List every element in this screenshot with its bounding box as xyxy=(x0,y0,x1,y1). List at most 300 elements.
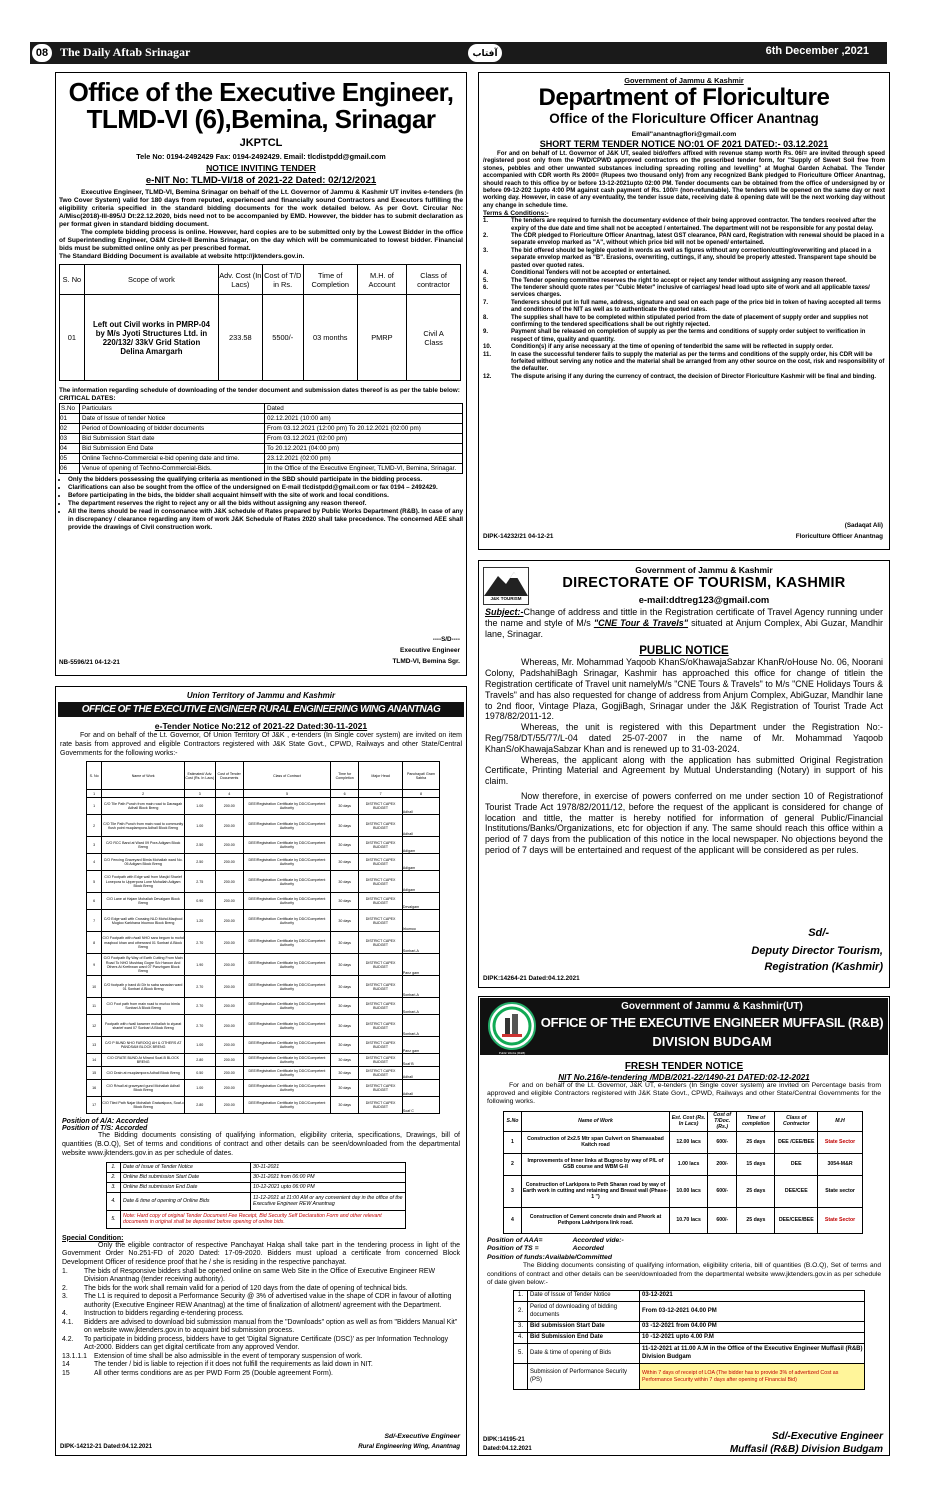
table-cell: 30 days xyxy=(331,1080,359,1097)
muffasil-seal xyxy=(488,1002,536,1050)
table-cell: 200.00 xyxy=(215,1015,243,1037)
table-cell: 7 xyxy=(87,910,102,932)
table-cell: 30 days xyxy=(331,1097,359,1114)
issue-date: 6th December ,2021 xyxy=(765,45,869,57)
list-item: 15 All other terms conditions are as per PWD Form 25 (Double agreement Form). xyxy=(62,1369,333,1377)
table-cell: 200.00 xyxy=(215,854,243,871)
table-header: Name of Work xyxy=(102,762,185,790)
table-cell: DISTRICT CAPEX BUDGET xyxy=(359,1067,403,1080)
table-cell: C/O Foot path from main road to murloo bimla Sonbari A Block Breng xyxy=(102,998,185,1015)
list-item: • Before participating in the bids, the bidder shall acquaint himself with the site of work and local conditions. xyxy=(68,492,463,500)
table-cell: 1 xyxy=(504,1131,522,1153)
table-cell: C/O Footpath with r/wall NHO sara begum to mohd maqbool khan and otherward 01 Sonbari A Block Breng xyxy=(102,932,185,954)
table-cell: State Sector xyxy=(818,1207,863,1233)
tourism-email: e-mail:ddtreg123@gmail.com xyxy=(638,594,770,605)
table-cell: Improvements of Inner links at Bugroo by way of P/L of GSB course and WBM G-II xyxy=(521,1153,669,1175)
table-header: Dated xyxy=(265,404,463,414)
table-cell: Adigam xyxy=(402,854,439,871)
table-cell: Adigam xyxy=(402,871,439,893)
table-cell: 4. xyxy=(107,1192,121,1210)
table-cell: Soaf B xyxy=(402,1054,439,1067)
table-cell: 2.70 xyxy=(185,998,216,1015)
table-cell: State Sector xyxy=(818,1131,863,1153)
flori-title: Department of Floriculture xyxy=(538,84,830,111)
table-cell: 6 xyxy=(331,790,359,798)
table-cell: Civil A Class xyxy=(407,295,461,381)
table-cell: 2.50 xyxy=(185,837,216,854)
table-cell: C/O Tiled Path Najar Mohallah Gratwalpora, Soaf-c Block Breng xyxy=(102,1097,185,1114)
muffasil-work-table xyxy=(503,1111,863,1234)
table-cell: 05 xyxy=(60,454,80,464)
table-cell: 30 days xyxy=(331,1067,359,1080)
list-item: 12. The dispute arising if any during the currency of contract, the decision of Director Floriculture Kashmir will be final and binding. xyxy=(483,373,877,380)
table-cell: 200.00 xyxy=(215,976,243,998)
tlmd-title-2: TLMD-VI (6),Bemina, Srinagar xyxy=(86,104,436,134)
table-cell: DEE/Registration Certificate by DDC/Competent Authority xyxy=(243,954,330,976)
table-cell: 30 days xyxy=(331,871,359,893)
table-cell: 23.12.2021 (02:00 pm) xyxy=(265,454,463,464)
list-item: • All the items should be read in consonance with J&K schedule of Rates prepared by Public Works Department (R&B). In case of any in discrepancy / clearance regarding any item of work J&K Schedule of Rates 2020 shall take precedence. The concerned AEE shall provide the drawings of Civil construction work. xyxy=(68,508,463,532)
table-cell: 17 xyxy=(87,1097,102,1114)
table-cell: Venue of opening of Techno-Commercial-Bids. xyxy=(80,464,265,474)
table-row xyxy=(87,1054,440,1067)
table-cell: 2 xyxy=(504,1153,522,1175)
table-cell: Sonbari-A xyxy=(402,1015,439,1037)
rural-signatory-office: Rural Engineering Wing, Anantnag xyxy=(358,1443,460,1450)
rural-advertisement xyxy=(55,686,467,1456)
table-cell: 12.00 lacs xyxy=(670,1131,708,1153)
tlmd-org: JKPTCL xyxy=(239,137,283,149)
muffasil-signatory: Sd/-Executive Engineer xyxy=(771,1431,883,1442)
list-item: 3. The L1 is required to deposit a Performance Security @ 3% of advertised value in the shape of CDR in favour of allotting authority (Executive Engineer REW Anantnag) at the time of finalization of allotment/ agreement with the Department. xyxy=(62,1293,452,1309)
list-item: 10. Condition(s) if any arise necessary at the time of opening of tender/bid the same will be reflected in supply order. xyxy=(483,344,834,351)
table-cell: DEE/CEE xyxy=(775,1175,818,1207)
tourism-ref: DIPK:14264-21 Dated:04.12.2021 xyxy=(483,975,580,982)
table-row xyxy=(87,1080,440,1097)
table-cell: DISTRICT CAPEX BUDGET xyxy=(359,954,403,976)
table-cell: Bid Submission End Date xyxy=(80,444,265,454)
table-cell: 13 xyxy=(87,1037,102,1054)
table-cell: 233.58 xyxy=(219,295,262,381)
tourism-sd: Sd/- xyxy=(808,927,829,939)
table-header: Time of completion xyxy=(737,1111,775,1131)
table-cell: DEE/Registration Certificate by DDC/Competent Authority xyxy=(243,910,330,932)
table-cell: 600/- xyxy=(708,1207,737,1233)
table-row xyxy=(504,1175,863,1207)
table-header: Class of contractor xyxy=(407,265,461,295)
table-cell: Online Bid submission End Date xyxy=(121,1182,251,1192)
table-cell: 10.70 lacs xyxy=(670,1207,708,1233)
table-cell: 06 xyxy=(60,464,80,474)
table-header: Name of Work xyxy=(521,1111,669,1131)
table-cell: 200/- xyxy=(708,1153,737,1175)
table-cell: 30 days xyxy=(331,932,359,954)
table-cell: 0.90 xyxy=(185,893,216,910)
table-header: Cost of Tender Documents xyxy=(215,762,243,790)
table-header: Estimated/ Adv. Cost (Rs. In Lacs) xyxy=(185,762,216,790)
table-cell: 0.50 xyxy=(185,1067,216,1080)
list-item: 11. In case the successful tenderer fails to supply the material as per the terms and conditions of the supply order, his CDR will be forfeited without serving any notice and the material shall be arranged from any other source on the cost, risk and responsibility of the defaulter. xyxy=(483,351,885,373)
table-row xyxy=(87,798,440,815)
table-header: Class of Contract xyxy=(243,762,330,790)
table-cell: Left out Civil works in PMRP-04 by M/s Jyoti Structures Ltd. in 220/132/ 33kV Grid Station Delina Amargarh xyxy=(84,295,218,381)
table-cell: 5. xyxy=(107,1210,121,1228)
list-item: • Clarifications can also be sought from the office of the undersigned on E-mail tlcdistpdd@gmail.com or fax 0194 – 2492429. xyxy=(68,484,463,492)
muffasil-bidding: The Bidding documents consisting of qualifying information, eligibility criteria, bill of quantities (B.O.Q), Set of terms and conditions of contract and other details can be seen/downloaded from the departmental website www.jktenders.gov.in as per schedule of date given below:- xyxy=(487,1262,881,1286)
table-row xyxy=(87,910,440,932)
table-cell: 30 days xyxy=(331,798,359,815)
tourism-title: DIRECTORATE OF TOURISM, KASHMIR xyxy=(562,575,846,591)
table-cell: DEE/Registration Certificate by DDC/Competent Authority xyxy=(243,871,330,893)
table-cell: DEE/Registration Certificate by DDC/Competent Authority xyxy=(243,932,330,954)
table-header: Est. Cost (Rs. In Lacs) xyxy=(670,1111,708,1131)
list-item: 4. Instruction to bidders regarding e-tendering process. xyxy=(62,1310,244,1318)
muffasil-title-1: OFFICE OF THE EXECUTIVE ENGINEER MUFFASIL (R&B) xyxy=(540,1015,884,1030)
table-cell: DISTRICT CAPEX BUDGET xyxy=(359,798,403,815)
table-header: Particulars xyxy=(80,404,265,414)
table-cell: 5500/- xyxy=(262,295,303,381)
muffasil-title-2: DIVISION BUDGAM xyxy=(652,1034,772,1049)
table-cell: Submission of Performance Security (PS) xyxy=(528,1364,640,1390)
table-cell: C/O Lane at Hajam Mohallah Devalgam Block Breng xyxy=(102,893,185,910)
table-header: Cost of T/Doc. (Rs.) xyxy=(708,1111,737,1131)
table-cell: 2 xyxy=(87,815,102,837)
table-header: S.No xyxy=(60,404,80,414)
rural-position-ts: Position of T/S: Accorded xyxy=(62,1125,148,1133)
table-cell: 1.00 xyxy=(185,1037,216,1054)
table-cell: 200.00 xyxy=(215,932,243,954)
table-header: M.H xyxy=(818,1111,863,1131)
tlmd-signatory-office: TLMD-VI, Bemina Sgr. xyxy=(392,658,460,665)
tourism-advertisement xyxy=(478,560,890,988)
muffasil-gov: Government of Jammu & Kashmir(UT) xyxy=(621,1001,803,1012)
flori-terms-heading: Terms & Conditions:- xyxy=(483,210,549,218)
table-cell xyxy=(514,1364,528,1390)
table-cell: DEE/CEE/BEE xyxy=(775,1207,818,1233)
table-cell: 30 days xyxy=(331,1015,359,1037)
tlmd-para-1: Executive Engineer, TLMD-VI, Bemina Srinagar on behalf of the Lt. Governor of Jammu & Kashmir UT invites e-tenders (In Two Cover System) valid for 180 days from reputed, experienced and financially sound Contractors and Executors fulfilling the eligibility criteria specified in the standard bidding documents for the work detailed below. As per Govt. Circular No: A/Misc(2018)-III-895/J Dt:22.12.2020, bids need not to be accompanied by EMD. However, the bidder has to submit declaration as per format given in standard bidding document. xyxy=(59,189,463,228)
table-cell: DEE /CEE/BEE xyxy=(775,1131,818,1153)
table-cell: 3 xyxy=(87,837,102,854)
table-cell: 02.12.2021 (10:00 am) xyxy=(265,414,463,424)
tourism-signatory: Deputy Director Tourism, xyxy=(751,945,883,957)
table-cell: Panz gam xyxy=(402,1037,439,1054)
table-cell: DISTRICT CAPEX BUDGET xyxy=(359,932,403,954)
table-cell: C/O Edge wall with Crossing NLD Mohd.Maqbool Mugloo Karkhana Irkumoo Block Breng xyxy=(102,910,185,932)
table-cell: 2. xyxy=(107,1172,121,1182)
table-cell: Devalgam xyxy=(402,893,439,910)
tlmd-contact: Tele No: 0194-2492429 Fax: 0194-2492429. Email: tlcdistpdd@gmail.com xyxy=(136,152,386,161)
table-header: Scope of work xyxy=(84,265,218,295)
floriculture-advertisement xyxy=(478,72,890,550)
rural-bidding: The Bidding documents consisting of qualifying information, eligibility criteria, specifications, Drawings, bill of quantities (B.O.Q), Set of terms and conditions of contract and other details can be seen/downloaded from the departmental website www.jktenders.gov.in as per schedule of dates. xyxy=(62,1132,460,1157)
table-cell: 200.00 xyxy=(215,1080,243,1097)
table-cell: From 03-12-2021 04.00 PM xyxy=(640,1302,865,1322)
table-cell: 14 xyxy=(87,1054,102,1067)
table-cell: 01 xyxy=(60,414,80,424)
tlmd-work-table xyxy=(59,264,461,381)
table-cell: 02 xyxy=(60,424,80,434)
tlmd-advertisement xyxy=(55,72,467,676)
rural-position-aa: Position of A/A: Accorded xyxy=(62,1118,149,1126)
subject-label: Subject:- xyxy=(485,607,524,617)
table-cell: 3. xyxy=(514,1322,528,1333)
rural-special-intro: Only the eligible contractor of respective Panchayat Halqa shall take part in the tendering process in light of the Government Order No.251-FD of 2020 Dated: 17-09-2020. Bidders must upload a certificate from concerned Block Development Officer of residence proof that he / she is residing in the respective panchayat. xyxy=(62,1241,460,1266)
table-cell: 200.00 xyxy=(215,815,243,837)
table-cell: 5 xyxy=(243,790,330,798)
table-cell: Sonbari-A xyxy=(402,932,439,954)
list-item: 2. The CDR pledged to Floriculture Officer Anantnag, latest GST clearance, PAN card, Registration with renewal should be placed in a separate envelop marked as "A", without which price bid will not be opened/ entertained. xyxy=(483,233,885,247)
table-header: S.No xyxy=(504,1111,522,1131)
table-cell: Adhall xyxy=(402,1080,439,1097)
tlmd-schedule-intro: The information regarding schedule of downloading of the tender document and submission dates thereof is as per the table below: xyxy=(59,387,460,394)
table-cell: 15 days xyxy=(737,1153,775,1175)
table-cell: 4. xyxy=(514,1333,528,1344)
table-cell: 30 days xyxy=(331,837,359,854)
table-cell: Footpath with r/wall karamer mohallah to ziyarat sharief ward 07 Sonbari A Block Breng xyxy=(102,1015,185,1037)
table-row xyxy=(87,815,440,837)
table-cell: 03-12-2021 xyxy=(640,1291,865,1302)
table-cell: 4 xyxy=(215,790,243,798)
table-header: S. No xyxy=(87,762,102,790)
table-cell: 25 days xyxy=(737,1207,775,1233)
table-cell: DEE/Registration Certificate by DDC/Competent Authority xyxy=(243,1080,330,1097)
tourism-public-notice: PUBLIC NOTICE xyxy=(639,645,729,658)
table-cell: 30 days xyxy=(331,998,359,1015)
rural-signatory: Sd/-Executive Engineer xyxy=(384,1433,460,1440)
flori-signatory-office: Floriculture Officer Anantnag xyxy=(795,533,883,540)
table-row xyxy=(87,932,440,954)
table-cell: Adhall xyxy=(402,815,439,837)
newspaper-name: The Daily Aftab Srinagar xyxy=(60,45,191,59)
subject-text: Change of address and tittle in the Registration certificate of Travel Agency running under the name and style of M/s xyxy=(485,607,883,628)
table-cell: C/O Footpath with Edge wall from Masjid Sharief Lonepora to Upperpora Lone Mohallah Adigam Block Breng xyxy=(102,871,185,893)
table-header: Major Head xyxy=(359,762,403,790)
table-cell: 1.00 xyxy=(185,815,216,837)
table-cell: 10 xyxy=(87,976,102,998)
table-cell: Adhall xyxy=(402,1067,439,1080)
table-cell: 1. xyxy=(107,1162,121,1172)
table-cell: 200.00 xyxy=(215,798,243,815)
flori-email: Email"anantnagflori@gmail.com xyxy=(631,131,737,138)
list-item: 5. The Tender opening committee reserves the right to accept or reject any tender without assigning any reason thereof. xyxy=(483,277,847,284)
list-item: • The department reserves the right to reject any or all the bids without assigning any reason thereof. xyxy=(68,500,463,508)
table-cell: State sector xyxy=(818,1175,863,1207)
table-cell: DEE/Registration Certificate by DDC/Competent Authority xyxy=(243,1015,330,1037)
table-header: S. No xyxy=(60,265,85,295)
table-cell: 4 xyxy=(87,854,102,871)
table-row xyxy=(504,1131,863,1153)
tourism-gov: Government of Jammu & Kashmir xyxy=(635,565,773,575)
table-cell: 03 months xyxy=(303,295,357,381)
tourism-logo-text: J&K TOURISM xyxy=(490,596,522,601)
muffasil-ref-1: DIPK:14195-21 xyxy=(483,1437,525,1443)
table-cell: From 03.12.2021 (02:00 pm) xyxy=(265,434,463,444)
flori-subtitle: Office of the Floriculture Officer Anantnag xyxy=(549,111,819,126)
rural-notice: e-Tender Notice No:212 of 2021-22 Dated:30-11-2021 xyxy=(154,721,368,731)
table-cell: 16 xyxy=(87,1080,102,1097)
table-cell: 8 xyxy=(402,790,439,798)
list-item: 4.2. To participate in bidding process, bidders have to get 'Digital Signature Certificate (DSC)' as per Information Technology Act-2000. Bidders can get digital certificate from any approved Vendor. xyxy=(62,1335,449,1352)
table-cell: Period of Downloading of bidder documents xyxy=(80,424,265,434)
table-cell: DEE xyxy=(775,1153,818,1175)
table-cell: 2.50 xyxy=(185,854,216,871)
table-cell: 25 days xyxy=(737,1131,775,1153)
table-cell: DISTRICT CAPEX BUDGET xyxy=(359,1097,403,1114)
table-header: Cost of T/D in Rs. xyxy=(262,265,303,295)
muffasil-position-funds: Position of funds:Available/Committed xyxy=(487,1253,612,1261)
tlmd-enit: e-NIT No: TLMD-VI/18 of 2021-22 Dated: 02/12/2021 xyxy=(145,175,377,186)
rural-dates-table xyxy=(106,1162,406,1229)
flori-ref: DIPK-14232/21 04-12-21 xyxy=(483,533,554,540)
table-cell: 03 xyxy=(60,434,80,444)
table-header: Adv. Cost (In Lacs) xyxy=(219,265,262,295)
building-seal-icon xyxy=(490,1004,534,1048)
list-item: 6. The tenderer should quote rates per "Cubic Meter" inclusive of carriages/ head load upto site of work and all applicable taxes/ services charges. xyxy=(483,284,870,299)
muffasil-dates-table xyxy=(513,1290,865,1390)
table-row xyxy=(504,1207,863,1233)
muffasil-position-aaa: Position of AAA= Accorded vide:- xyxy=(487,1236,624,1244)
tlmd-notice-heading: NOTICE INVITING TENDER xyxy=(206,163,316,173)
table-cell: Note: Hard copy of original Tender Document Fee Receipt, Bid Security Self Declaration Form and other relevant documents in original shall be deposited before opening of online bids. xyxy=(121,1210,406,1228)
muffasil-nit: NIT No.216/e-tendering /MDB/2021-22/1490-21 DATED:02-12-2021 xyxy=(558,1073,810,1082)
list-item: 1. The bids of Responsive bidders shall be opened online on same Web Site in the Office of Executive Engineer REW Division Anantnag (tender receiving authority). xyxy=(62,1267,435,1284)
tourism-para-3: Whereas, the applicant along with the application has submitted Original Registration Certificate, Printing Material and Agreement by Mutual Understanding (Notary) in support of his claim. xyxy=(485,754,883,787)
table-cell: 2.70 xyxy=(185,1015,216,1037)
table-cell: C/O Tile Path Punch from main road to community flush point muqdampora Adhall Block Breng xyxy=(102,815,185,837)
table-cell: Date & time of opening of Online Bids xyxy=(121,1192,251,1210)
table-row xyxy=(87,1015,440,1037)
table-row xyxy=(87,854,440,871)
subject-agency: "CNE Tour & Travels" xyxy=(593,617,689,628)
table-cell: DISTRICT CAPEX BUDGET xyxy=(359,1080,403,1097)
table-cell: 1.20 xyxy=(185,910,216,932)
table-cell: Date of Issue of Tender Notice xyxy=(528,1291,640,1302)
table-cell: 600/- xyxy=(708,1175,737,1207)
subject-end: situated at Anjum Complex, Abi Guzar, Mandhir lane, Srinagar. xyxy=(485,617,883,639)
table-cell: DISTRICT CAPEX BUDGET xyxy=(359,893,403,910)
table-cell: DEE/Registration Certificate by DDC/Competent Authority xyxy=(243,1037,330,1054)
table-cell: 15 xyxy=(87,1067,102,1080)
table-row xyxy=(87,837,440,854)
table-cell: 2.75 xyxy=(185,871,216,893)
table-cell: DEE/Registration Certificate by DDC/Competent Authority xyxy=(243,1067,330,1080)
table-cell: 8 xyxy=(87,932,102,954)
table-cell: DISTRICT CAPEX BUDGET xyxy=(359,910,403,932)
list-item: • Only the bidders possessing the qualifying criteria as mentioned in the SBD should participate in the bidding process. xyxy=(68,476,463,484)
table-row xyxy=(504,1153,863,1175)
table-header: Time for Completion xyxy=(331,762,359,790)
table-cell: DISTRICT CAPEX BUDGET xyxy=(359,815,403,837)
table-row xyxy=(87,871,440,893)
table-cell: 2.70 xyxy=(185,932,216,954)
muffasil-advertisement xyxy=(478,996,890,1456)
table-cell: C/O Drain at muqdampora Adhall Block Breng xyxy=(102,1067,185,1080)
table-cell: DEE/Registration Certificate by DDC/Competent Authority xyxy=(243,893,330,910)
muffasil-notice: FRESH TENDER NOTICE xyxy=(624,1061,744,1072)
table-cell: DEE/Registration Certificate by DDC/Competent Authority xyxy=(243,1097,330,1114)
list-item: 2. The bids for the work shall remain valid for a period of 120 days from the date of opening of technical bids. xyxy=(62,1284,408,1292)
table-cell: DEE/Registration Certificate by DDC/Competent Authority xyxy=(243,798,330,815)
table-cell: DEE/Registration Certificate by DDC/Competent Authority xyxy=(243,854,330,871)
table-cell: 11-12-2021 at 11:00 AM or any convenient day in the office of the Executive Engineer REW Anantnag xyxy=(251,1192,406,1210)
table-cell: Bid Submission Start date xyxy=(80,434,265,444)
list-item: 9. Payment shall be released on completion of supply as per the terms and conditions of supply order subject to verification in respect of time, quality and quantity. xyxy=(483,329,866,343)
table-cell: 30 days xyxy=(331,910,359,932)
table-cell: 200.00 xyxy=(215,1067,243,1080)
table-cell: 30 days xyxy=(331,854,359,871)
page-number: 08 xyxy=(32,44,52,62)
table-cell: From 03.12.2021 (12:00 pm) To 20.12.2021 (02:00 pm) xyxy=(265,424,463,434)
table-cell: 30 days xyxy=(331,976,359,998)
table-cell: 200.00 xyxy=(215,1037,243,1054)
table-cell: C/O R/wall at graveyard gund Mohallah Adhall Block Breng xyxy=(102,1080,185,1097)
table-cell: 1.00 xyxy=(185,1080,216,1097)
table-cell: DISTRICT CAPEX BUDGET xyxy=(359,1037,403,1054)
table-cell: 600/- xyxy=(708,1131,737,1153)
table-header: Panchayat/ Gram Sabha xyxy=(402,762,439,790)
tourism-para-2: Whereas, the unit is registered with this Department under the Registration No:-Reg/758/DT/55/77/L-04 dated 25-07-2007 in the name of Mr. Mohammad Yaqoob KhanS/oKhawajaSabzar Khan and is renewed up to 31-03-2024. xyxy=(485,722,883,754)
flori-signatory: (Sadaqat Ali) xyxy=(844,522,883,529)
table-cell: 1.90 xyxy=(185,954,216,976)
table-cell: PMRP xyxy=(357,295,407,381)
table-cell: Date of Issue of Tender Notice xyxy=(121,1162,251,1172)
table-cell: DEE/Registration Certificate by DDC/Competent Authority xyxy=(243,1054,330,1067)
table-header: Class of Contractor xyxy=(775,1111,818,1131)
table-row xyxy=(87,976,440,998)
table-cell: 30 days xyxy=(331,954,359,976)
table-cell: 30 days xyxy=(331,1037,359,1054)
table-cell: 2. xyxy=(514,1302,528,1322)
table-cell: 6 xyxy=(87,893,102,910)
table-cell: 1 xyxy=(87,798,102,815)
table-cell: 10-12-2021 upto 06:00 PM xyxy=(251,1182,406,1192)
table-cell: 3054-M&R xyxy=(818,1153,863,1175)
muffasil-seal-text: Public Works (R&B) xyxy=(498,1051,526,1055)
rural-ut: Union Territory of Jammu and Kashmir xyxy=(186,691,336,700)
table-cell: Within 7 days of receipt of LOA (The bidder has to provide 3% of advertized Cost as Performance Security within 7 days after opening of Financial Bid) xyxy=(640,1364,865,1390)
muffasil-ref-2: Dated:04.12.2021 xyxy=(483,1446,532,1452)
list-item: 4.1. Bidders are advised to download bid submission manual from the "Downloads" option as well as from "Bidders Manual Kit" on website www.jktenders.gov.in to acquaint bid submission process. xyxy=(62,1318,458,1335)
rural-ref: DIPK-14212-21 Dated:04.12.2021 xyxy=(60,1444,153,1450)
table-cell: 7 xyxy=(359,790,403,798)
table-cell: C/O CRATE BUND At Mirand Soaf-B BLOCK BRENG xyxy=(102,1054,185,1067)
table-row xyxy=(87,954,440,976)
table-cell: 1.00 xyxy=(185,798,216,815)
flori-body: For and on behalf of Lt. Governor of J&K UT, sealed bid/offers affixed with revenue stamp worth Rs. 06/= are invited through speed /registered post only from the PWD/CPWD approved contractors on the prescribed tender form, for "Supply of Sweet Soil free from stones, pebbles and other unwanted substances including spreading rolling and levelling" at Mughal Garden Achabal. The Tender accompanied with CDR worth Rs 2000= (Rupees two thousand only) from any recognized Bank pledged to Floriculture Officer Anantnag, should reach to this office by or before 13-12-2021upto 02:00 PM. Tender documents can be obtained from the office of undersigned by or before 09-12-202 1upto 4:00 PM against cash payment of Rs. 100/= (non-refundable). The tenders will be opened on the same day or next working day. However, in case of any eventuality, the tender issue date, receiving date & opening date will be the next working day without any change in schedule time. xyxy=(483,150,885,209)
table-cell: 200.00 xyxy=(215,1097,243,1114)
table-cell: Adhall xyxy=(402,798,439,815)
table-cell: 200.00 xyxy=(215,837,243,854)
tourism-para-4: Now therefore, in exercise of powers conferred on me under section 10 of Registrationof Tourist Trade Act 1978/82/2011/12, before the request of the applicant is considered for change of location and tittle, the matter is hereby notified for information of general Public/Financial Institutions/Banks/Organizations, etc for objection if any. The same should reach this office within a period of 7 days from the publication of this notice in the local newspaper. No objections beyond the period of 7 days will be entertained and request of the applicant will be considered as per rules. xyxy=(485,790,883,855)
table-cell: Date of Issue of tender Notice xyxy=(80,414,265,424)
table-cell: 10 -12-2021 upto 4.00 P.M xyxy=(640,1333,865,1344)
table-cell: Adigam xyxy=(402,837,439,854)
table-cell: 5. xyxy=(514,1344,528,1364)
tlmd-bullets xyxy=(68,476,463,532)
table-cell: 1.00 lacs xyxy=(670,1153,708,1175)
list-item: 1. The tenders are required to furnish the documentary evidence of their being approved contractor. The tenders received after the expiry of the due date and time shall not be accepted / entertained. The department will not be responsible for any postal delay. xyxy=(483,218,877,232)
table-cell: To 20.12.2021 (04:00 pm) xyxy=(265,444,463,454)
table-cell: C/O Tile Path Punch from main road to Darasgah Adhall Block Breng xyxy=(102,798,185,815)
rural-intro: For and on behalf of the Lt. Governor, Of Union Territory Of J&K , e-tenders (In Single cover system) are invited on item rate basis from approved and eligible Contractors registered with J&K State Govt., CPWD, Railways and other State/Central Governments for the following works:- xyxy=(60,732,462,757)
table-cell: DISTRICT CAPEX BUDGET xyxy=(359,837,403,854)
table-cell: Panz gam xyxy=(402,954,439,976)
newspaper-header xyxy=(30,42,887,64)
table-cell: 04 xyxy=(60,444,80,454)
muffasil-signatory-office: Muffasil (R&B) Division Budgam xyxy=(729,1444,883,1455)
flori-gov: Government of Jammu & Kashmir xyxy=(624,76,744,85)
